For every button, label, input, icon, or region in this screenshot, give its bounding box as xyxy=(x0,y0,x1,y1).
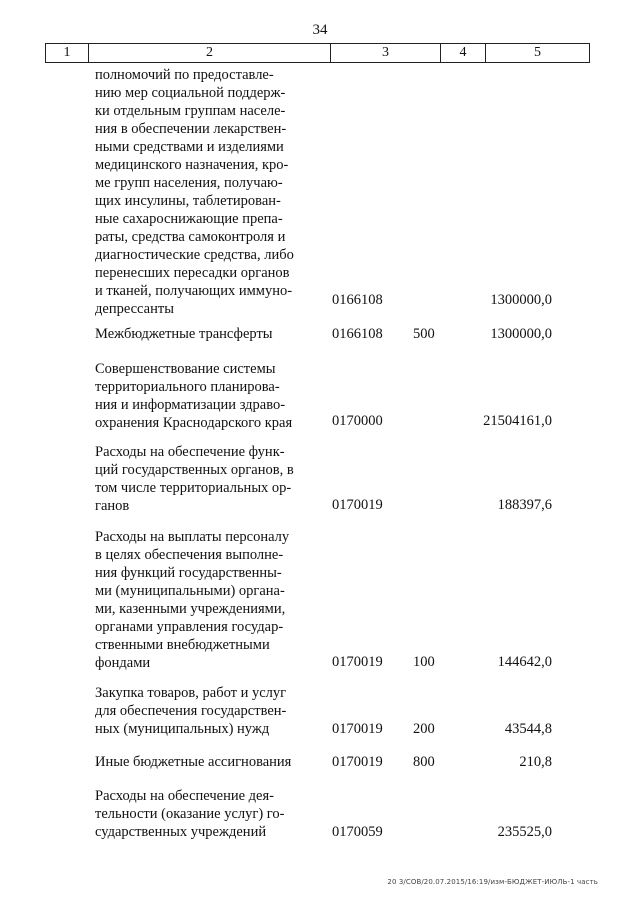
row-description: Закупка товаров, работ и услуг для обеспечения государствен- ных (муниципальных) нужд xyxy=(95,685,287,737)
row-amount: 1300000,0 xyxy=(490,326,552,342)
row-type: 800 xyxy=(413,754,435,770)
row-code: 0170019 xyxy=(332,721,383,737)
header-col-4: 4 xyxy=(441,44,486,62)
row-amount: 1300000,0 xyxy=(490,292,552,308)
row-description: полномочий по предоставле- нию мер социальной поддерж- ки отдельным группам населе- ния в обеспечении лекарствен- ными средствами и изделиями медицинского назначения, кро- ме групп населения, получаю- щих инсулины, таблетирован- ные сахароснижающие препа- раты, средства самоконтроля и диагностические средства, либо перенесших пересадки органов и тканей, получающих иммуно- депрессанты xyxy=(95,67,294,317)
row-amount: 188397,6 xyxy=(497,497,552,513)
row-type: 100 xyxy=(413,654,435,670)
row-description: Совершенствование системы территориального планирова- ния и информатизации здраво- охранения Краснодарского края xyxy=(95,361,293,431)
row-code: 0166108 xyxy=(332,292,383,308)
footer-file-stamp: 20 3/СОВ/20.07.2015/16:19/изм-БЮДЖЕТ-ИЮЛЬ-1 часть xyxy=(387,878,598,886)
row-code: 0170000 xyxy=(332,413,383,429)
row-amount: 210,8 xyxy=(519,754,552,770)
row-type: 200 xyxy=(413,721,435,737)
row-code: 0170019 xyxy=(332,754,383,770)
row-code: 0166108 xyxy=(332,326,383,342)
row-amount: 43544,8 xyxy=(504,721,552,737)
row-code: 0170059 xyxy=(332,824,383,840)
row-description: Расходы на обеспечение дея- тельности (оказание услуг) го- сударственных учреждений xyxy=(95,788,285,840)
row-amount: 235525,0 xyxy=(497,824,552,840)
header-col-5: 5 xyxy=(534,45,541,60)
row-code: 0170019 xyxy=(332,654,383,670)
row-code: 0170019 xyxy=(332,497,383,513)
row-description: Иные бюджетные ассигнования xyxy=(95,754,292,770)
row-description: Расходы на выплаты персоналу в целях обеспечения выполне- ния функций государственны- ми (муниципальными) органа- ми, казенными учреждениями, органами управления государ- ственными внебюджетными фондами xyxy=(95,529,290,671)
row-amount: 144642,0 xyxy=(497,654,552,670)
header-col-2: 2 xyxy=(89,44,331,62)
table-header xyxy=(45,43,590,63)
row-description: Расходы на обеспечение функ- ций государственных органов, в том числе территориальных ор- ганов xyxy=(95,444,294,514)
row-type: 500 xyxy=(413,326,435,342)
row-description: Межбюджетные трансферты xyxy=(95,326,273,342)
header-col-3: 3 xyxy=(331,44,441,62)
row-amount: 21504161,0 xyxy=(483,413,552,429)
page-number: 34 xyxy=(312,22,328,38)
header-col-1: 1 xyxy=(46,44,89,62)
